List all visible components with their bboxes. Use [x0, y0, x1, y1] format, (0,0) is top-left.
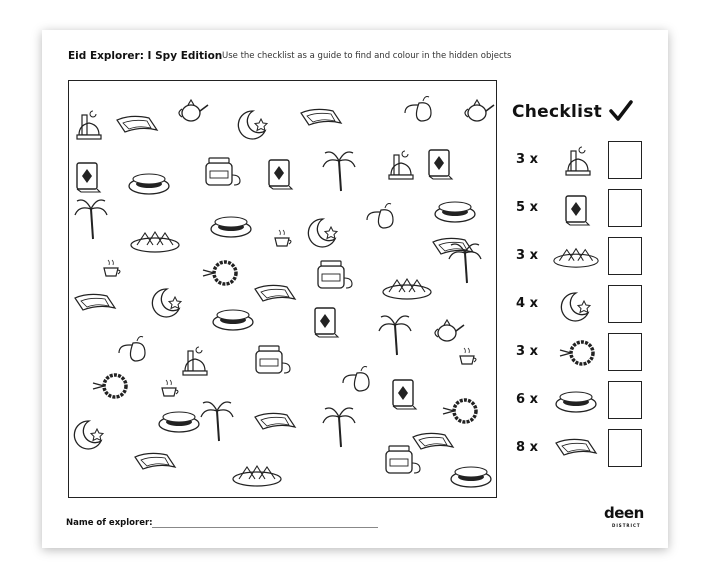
- tick-box[interactable]: [608, 429, 642, 467]
- tick-box[interactable]: [608, 333, 642, 371]
- explorer-name-line[interactable]: [152, 527, 378, 528]
- mosque-icon: [552, 140, 600, 182]
- samosa-plate-icon: [552, 236, 600, 278]
- tick-box[interactable]: [608, 381, 642, 419]
- checklist-count: 4 x: [516, 296, 538, 311]
- checklist-row-samosa-plate: [512, 236, 662, 278]
- checklist-row-crescent-star: [512, 284, 662, 326]
- checklist-heading: Checklist: [512, 102, 603, 122]
- checklist-count: 5 x: [516, 200, 538, 215]
- prayer-mat-icon: [552, 428, 600, 470]
- brand-wordmark: deen: [604, 504, 644, 522]
- prayer-beads-icon: [552, 332, 600, 374]
- tick-box[interactable]: [608, 285, 642, 323]
- hidden-objects-illustration: [69, 81, 498, 499]
- worksheet: [42, 30, 668, 548]
- checklist-count: 3 x: [516, 248, 538, 263]
- checkmark-icon: [608, 98, 634, 124]
- checklist-count: 3 x: [516, 152, 538, 167]
- worksheet-title: Eid Explorer: I Spy Edition: [68, 50, 223, 62]
- explorer-name-label: Name of explorer:: [66, 518, 153, 528]
- quran-icon: [552, 188, 600, 230]
- tick-box[interactable]: [608, 141, 642, 179]
- worksheet-instructions: Use the checklist as a guide to find and colour in the hidden objects: [222, 51, 512, 61]
- tick-box[interactable]: [608, 237, 642, 275]
- checklist-count: 3 x: [516, 344, 538, 359]
- deen-district-logo: [604, 504, 650, 532]
- crescent-star-icon: [552, 284, 600, 326]
- brand-subtitle: DISTRICT: [612, 523, 641, 528]
- checklist-row-date-sweets: [512, 380, 662, 422]
- checklist-row-quran: [512, 188, 662, 230]
- checklist-row-prayer-beads: [512, 332, 662, 374]
- checklist-count: 8 x: [516, 440, 538, 455]
- checklist-row-prayer-mat: [512, 428, 662, 470]
- checklist-row-mosque: [512, 140, 662, 182]
- i-spy-picture-area: [68, 80, 497, 498]
- date-sweets-icon: [552, 380, 600, 422]
- tick-box[interactable]: [608, 189, 642, 227]
- checklist-count: 6 x: [516, 392, 538, 407]
